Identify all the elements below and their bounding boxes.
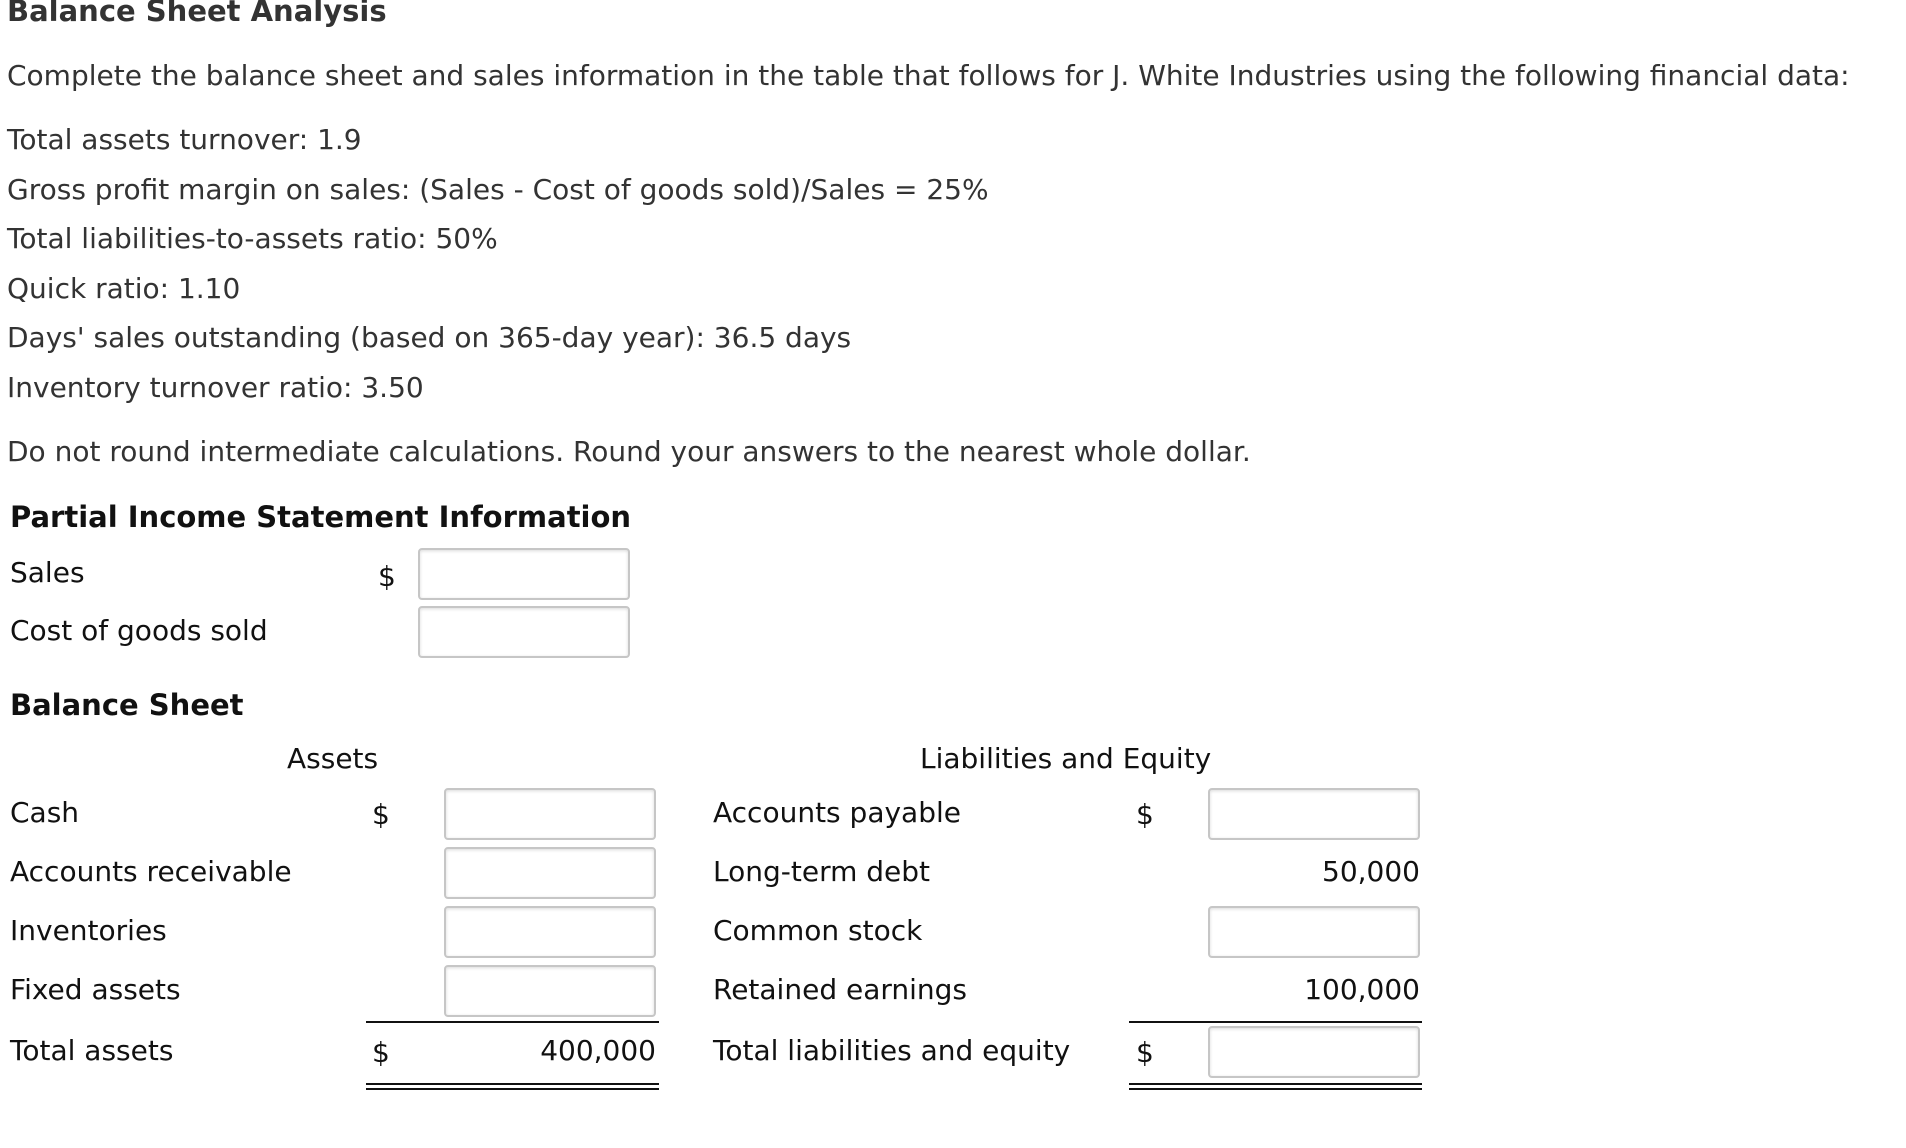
total-assets-label: Total assets [10, 1034, 174, 1067]
cogs-input[interactable] [418, 606, 630, 658]
sales-input[interactable] [418, 548, 630, 600]
accounts-receivable-input[interactable] [444, 847, 656, 899]
cash-input[interactable] [444, 788, 656, 840]
accounts-receivable-label: Accounts receivable [10, 855, 292, 888]
total-liabilities-equity-input[interactable] [1208, 1026, 1420, 1078]
accounts-payable-label: Accounts payable [713, 796, 961, 829]
data-line-total-assets-turnover: Total assets turnover: 1.9 [7, 123, 362, 156]
fixed-assets-input[interactable] [444, 965, 656, 1017]
inventories-input[interactable] [444, 906, 656, 958]
retained-earnings-label: Retained earnings [713, 973, 968, 1006]
income-statement-heading: Partial Income Statement Information [10, 500, 632, 534]
liabilities-equity-heading: Liabilities and Equity [920, 742, 1212, 775]
inventories-label: Inventories [10, 914, 167, 947]
common-stock-label: Common stock [713, 914, 923, 947]
total-liabilities-equity-currency: $ [1136, 1036, 1154, 1069]
accounts-payable-input[interactable] [1208, 788, 1420, 840]
liabilities-total-rule [1129, 1021, 1422, 1023]
sales-currency: $ [378, 560, 396, 593]
page-title: Balance Sheet Analysis [7, 0, 387, 28]
data-line-days-sales-outstanding: Days' sales outstanding (based on 365-day year): 36.5 days [7, 321, 852, 354]
sales-label: Sales [10, 556, 85, 589]
data-line-quick-ratio: Quick ratio: 1.10 [7, 272, 241, 305]
liabilities-double-rule [1129, 1083, 1422, 1090]
cash-currency: $ [372, 798, 390, 831]
intro-text: Complete the balance sheet and sales information in the table that follows for J. White Industries using the following financial data: [7, 59, 1850, 92]
assets-total-rule [366, 1021, 659, 1023]
total-assets-value: 400,000 [540, 1034, 656, 1067]
total-liabilities-equity-label: Total liabilities and equity [713, 1034, 1071, 1067]
data-line-inventory-turnover: Inventory turnover ratio: 3.50 [7, 371, 424, 404]
assets-double-rule [366, 1083, 659, 1090]
retained-earnings-value: 100,000 [1304, 973, 1420, 1006]
instruction-text: Do not round intermediate calculations. Round your answers to the nearest whole dollar. [7, 435, 1251, 468]
total-assets-currency: $ [372, 1036, 390, 1069]
common-stock-input[interactable] [1208, 906, 1420, 958]
fixed-assets-label: Fixed assets [10, 973, 181, 1006]
accounts-payable-currency: $ [1136, 798, 1154, 831]
balance-sheet-heading: Balance Sheet [10, 688, 244, 722]
data-line-gross-profit-margin: Gross profit margin on sales: (Sales - Cost of goods sold)/Sales = 25% [7, 173, 989, 206]
cogs-label: Cost of goods sold [10, 614, 268, 647]
cash-label: Cash [10, 796, 80, 829]
long-term-debt-label: Long-term debt [713, 855, 931, 888]
long-term-debt-value: 50,000 [1322, 855, 1420, 888]
data-line-liabilities-to-assets: Total liabilities-to-assets ratio: 50% [7, 222, 498, 255]
assets-heading: Assets [287, 742, 379, 775]
